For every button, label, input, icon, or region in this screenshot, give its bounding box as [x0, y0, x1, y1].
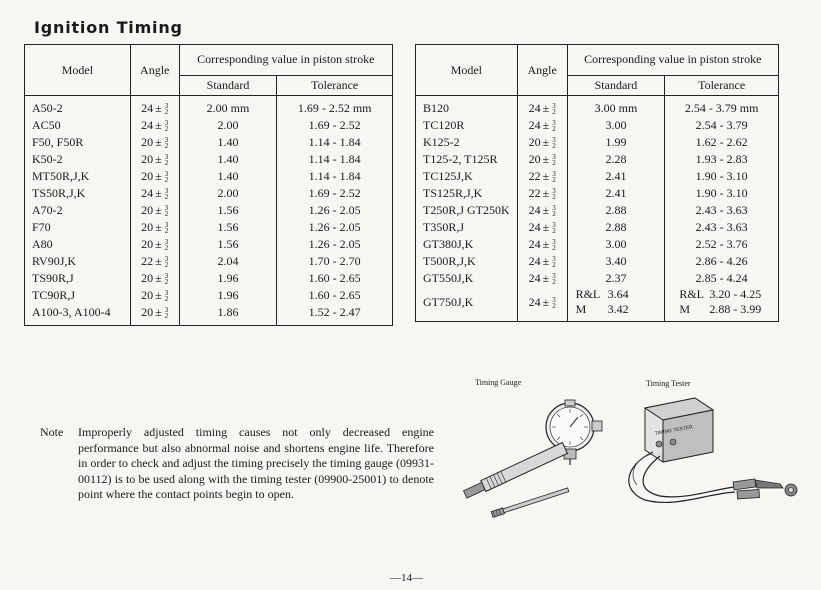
- angle-fraction: [552, 256, 556, 268]
- variant-key: M: [575, 302, 587, 316]
- tolerance-cell: 1.69 - 2.52: [277, 117, 393, 134]
- table-row: [416, 219, 779, 236]
- angle-fraction: [552, 239, 556, 251]
- tester-label: TIMING TESTER: [654, 424, 694, 437]
- fraction-denominator: 2: [164, 108, 169, 117]
- angle-value: 20: [528, 135, 541, 149]
- angle-value: 24: [528, 254, 541, 268]
- table-row: [416, 236, 779, 253]
- header-tolerance: Tolerance: [277, 75, 393, 95]
- standard-cell: 1.96: [179, 287, 277, 304]
- tolerance-cell: 1.70 - 2.70: [277, 253, 393, 270]
- header-tolerance: Tolerance: [665, 75, 779, 95]
- model-cell: T500R,J,K: [416, 253, 518, 270]
- model-cell: A100-3, A100-4: [25, 304, 131, 326]
- variant-key: M: [679, 302, 690, 316]
- standard-cell: 2.00 mm: [179, 96, 277, 118]
- tolerance-cell: 1.62 - 2.62: [665, 134, 779, 151]
- angle-cell: [517, 202, 567, 219]
- plus-minus-sign: ±: [155, 220, 162, 234]
- angle-fraction: [552, 120, 556, 132]
- plus-minus-sign: ±: [155, 271, 162, 285]
- standard-cell: 2.41: [567, 168, 665, 185]
- angle-cell: [130, 185, 179, 202]
- variant-key: R&L: [679, 287, 704, 301]
- fraction-numerator: 3: [164, 170, 169, 179]
- fraction-numerator: 3: [164, 255, 169, 264]
- table-row: [25, 219, 393, 236]
- model-cell: T125-2, T125R: [416, 151, 518, 168]
- fraction-denominator: 2: [164, 210, 169, 219]
- tolerance-cell: 1.60 - 2.65: [277, 287, 393, 304]
- fraction-denominator: 2: [164, 193, 169, 202]
- angle-fraction: [165, 307, 169, 319]
- angle-cell: [130, 168, 179, 185]
- fraction-denominator: 2: [552, 261, 556, 270]
- tolerance-cell: 2.52 - 3.76: [665, 236, 779, 253]
- plus-minus-sign: ±: [542, 169, 550, 183]
- plus-minus-sign: ±: [155, 203, 162, 217]
- table-row: [416, 117, 779, 134]
- tolerance-cell: [665, 287, 779, 322]
- angle-value: 24: [528, 203, 541, 217]
- tolerance-cell: 2.85 - 4.24: [665, 270, 779, 287]
- standard-cell: 2.00: [179, 185, 277, 202]
- standard-cell: [567, 287, 665, 322]
- tolerance-cell: 1.60 - 2.65: [277, 270, 393, 287]
- standard-cell: 2.00: [179, 117, 277, 134]
- plus-minus-sign: ±: [542, 220, 550, 234]
- table-row: [416, 253, 779, 270]
- header-model: Model: [25, 45, 131, 96]
- angle-value: 20: [528, 152, 541, 166]
- tolerance-cell: 2.86 - 4.26: [665, 253, 779, 270]
- angle-fraction: [552, 273, 556, 285]
- angle-cell: [517, 270, 567, 287]
- table-row: [25, 287, 393, 304]
- timing-tester-illustration: [615, 390, 815, 520]
- fraction-numerator: 3: [164, 136, 169, 145]
- plus-minus-sign: ±: [542, 135, 550, 149]
- angle-cell: [130, 287, 179, 304]
- angle-cell: [517, 287, 567, 322]
- table-row: [25, 168, 393, 185]
- fraction-numerator: 3: [164, 187, 169, 196]
- standard-cell: 1.96: [179, 270, 277, 287]
- table-row: [25, 253, 393, 270]
- fraction-denominator: 2: [164, 227, 169, 236]
- standard-cell: 1.86: [179, 304, 277, 326]
- header-standard: Standard: [179, 75, 277, 95]
- tolerance-cell: 2.54 - 3.79 mm: [665, 96, 779, 118]
- standard-cell: 2.88: [567, 202, 665, 219]
- angle-cell: [130, 117, 179, 134]
- tolerance-cell: 1.26 - 2.05: [277, 202, 393, 219]
- standard-cell: 2.28: [567, 151, 665, 168]
- angle-value: 24: [528, 237, 541, 251]
- angle-fraction: [165, 154, 169, 166]
- angle-cell: [517, 168, 567, 185]
- angle-cell: [130, 151, 179, 168]
- model-cell: GT380J,K: [416, 236, 518, 253]
- table-row: [25, 236, 393, 253]
- tolerance-cell: 1.26 - 2.05: [277, 236, 393, 253]
- fraction-numerator: 3: [164, 204, 169, 213]
- tolerance-cell: 1.52 - 2.47: [277, 304, 393, 326]
- table-row: [416, 134, 779, 151]
- header-angle: Angle: [517, 45, 567, 96]
- plus-minus-sign: ±: [542, 152, 550, 166]
- standard-cell: 1.99: [567, 134, 665, 151]
- standard-cell: 2.41: [567, 185, 665, 202]
- model-cell: A50-2: [25, 96, 131, 118]
- angle-cell: [517, 236, 567, 253]
- header-standard: Standard: [567, 75, 665, 95]
- angle-value: 20: [141, 152, 154, 166]
- model-cell: T350R,J: [416, 219, 518, 236]
- fraction-numerator: 3: [552, 255, 556, 264]
- angle-value: 20: [141, 203, 154, 217]
- angle-fraction: [165, 222, 169, 234]
- fraction-denominator: 2: [164, 295, 169, 304]
- header-corresponding: Corresponding value in piston stroke: [567, 45, 778, 76]
- table-row: [416, 168, 779, 185]
- tolerance-value: 2.88 - 3.99: [709, 302, 762, 316]
- fraction-denominator: 2: [552, 125, 556, 134]
- fraction-denominator: 2: [164, 261, 169, 270]
- angle-value: 20: [141, 220, 154, 234]
- fraction-numerator: 3: [552, 136, 556, 145]
- plus-minus-sign: ±: [155, 288, 162, 302]
- angle-cell: [517, 253, 567, 270]
- fraction-numerator: 3: [552, 187, 556, 196]
- standard-cell: 2.37: [567, 270, 665, 287]
- tolerance-cell: 1.90 - 3.10: [665, 185, 779, 202]
- model-cell: A80: [25, 236, 131, 253]
- tolerance-cell: 1.14 - 1.84: [277, 134, 393, 151]
- tolerance-cell: 1.90 - 3.10: [665, 168, 779, 185]
- angle-value: 20: [141, 305, 154, 319]
- angle-fraction: [165, 205, 169, 217]
- table-row: [416, 185, 779, 202]
- fraction-numerator: 3: [552, 204, 556, 213]
- table-row: [25, 202, 393, 219]
- fraction-numerator: 3: [552, 153, 556, 162]
- angle-cell: [130, 270, 179, 287]
- fraction-denominator: 2: [552, 227, 556, 236]
- table-row: [25, 117, 393, 134]
- timing-tester-caption: Timing Tester: [646, 379, 691, 388]
- model-cell: TC120R: [416, 117, 518, 134]
- model-cell: T250R,J GT250K: [416, 202, 518, 219]
- angle-cell: [130, 304, 179, 326]
- angle-cell: [517, 219, 567, 236]
- fraction-denominator: 2: [164, 278, 169, 287]
- fraction-numerator: 3: [164, 238, 169, 247]
- model-cell: TS50R,J,K: [25, 185, 131, 202]
- angle-fraction: [552, 222, 556, 234]
- fraction-denominator: 2: [552, 278, 556, 287]
- plus-minus-sign: ±: [155, 118, 162, 132]
- standard-value: 3.42: [607, 302, 629, 316]
- angle-cell: [130, 236, 179, 253]
- fraction-denominator: 2: [552, 142, 556, 151]
- standard-cell: 1.56: [179, 202, 277, 219]
- page-title: Ignition Timing: [34, 18, 183, 37]
- angle-fraction: [552, 171, 556, 183]
- note-text: Improperly adjusted timing causes not only decreased engine performance but also abnormal noise and shortens engine life. Therefore in order to check and adjust the timing precisely the timing gauge (09931-00112) is to be used along with the timing tester (09900-25001) to denote point where the contact points begin to open.: [78, 425, 434, 501]
- fraction-denominator: 2: [164, 125, 169, 134]
- angle-cell: [517, 151, 567, 168]
- angle-fraction: [552, 154, 556, 166]
- model-cell: K50-2: [25, 151, 131, 168]
- standard-cell: 3.00: [567, 117, 665, 134]
- angle-cell: [517, 134, 567, 151]
- plus-minus-sign: ±: [542, 101, 550, 115]
- plus-minus-sign: ±: [155, 101, 162, 115]
- table-row: [25, 304, 393, 326]
- fraction-denominator: 2: [552, 210, 556, 219]
- table-row: [25, 134, 393, 151]
- timing-gauge-caption: Timing Gauge: [475, 378, 522, 387]
- standard-cell: 1.56: [179, 219, 277, 236]
- model-cell: K125-2: [416, 134, 518, 151]
- angle-value: 24: [528, 271, 541, 285]
- table-row: [416, 287, 779, 322]
- model-cell: RV90J,K: [25, 253, 131, 270]
- tolerance-cell: 1.69 - 2.52 mm: [277, 96, 393, 118]
- variant-key: R&L: [575, 287, 601, 301]
- fraction-denominator: 2: [552, 159, 556, 168]
- header-corresponding: Corresponding value in piston stroke: [179, 45, 392, 76]
- plus-minus-sign: ±: [542, 186, 550, 200]
- angle-cell: [130, 96, 179, 118]
- tolerance-cell: 1.14 - 1.84: [277, 151, 393, 168]
- standard-cell: 3.40: [567, 253, 665, 270]
- angle-fraction: [552, 297, 556, 309]
- note-label: Note: [40, 425, 64, 439]
- table-row: [25, 96, 393, 118]
- fraction-numerator: 3: [164, 221, 169, 230]
- ignition-timing-table-right: [415, 44, 779, 322]
- angle-fraction: [552, 205, 556, 217]
- fraction-numerator: 3: [552, 102, 556, 111]
- left-table-body: [25, 96, 393, 326]
- right-table-body: [416, 96, 779, 322]
- standard-value: 3.64: [607, 287, 629, 301]
- fraction-numerator: 3: [552, 119, 556, 128]
- plus-minus-sign: ±: [542, 271, 550, 285]
- model-cell: MT50R,J,K: [25, 168, 131, 185]
- angle-cell: [517, 117, 567, 134]
- standard-cell: 2.04: [179, 253, 277, 270]
- angle-value: 24: [528, 220, 541, 234]
- fraction-denominator: 2: [552, 244, 556, 253]
- angle-value: 24: [141, 101, 154, 115]
- plus-minus-sign: ±: [155, 254, 162, 268]
- table-row: [416, 270, 779, 287]
- fraction-numerator: 3: [164, 119, 169, 128]
- tolerance-cell: 2.43 - 3.63: [665, 219, 779, 236]
- plus-minus-sign: ±: [155, 186, 162, 200]
- angle-value: 20: [141, 271, 154, 285]
- standard-cell: 1.40: [179, 168, 277, 185]
- timing-gauge-illustration: [440, 395, 620, 520]
- fraction-numerator: 3: [164, 306, 169, 315]
- model-cell: GT750J,K: [416, 287, 518, 322]
- angle-value: 24: [141, 186, 154, 200]
- angle-cell: [130, 134, 179, 151]
- fraction-numerator: 3: [552, 170, 556, 179]
- model-cell: TC125J,K: [416, 168, 518, 185]
- angle-fraction: [165, 256, 169, 268]
- plus-minus-sign: ±: [542, 294, 550, 309]
- model-cell: F50, F50R: [25, 134, 131, 151]
- angle-fraction: [165, 137, 169, 149]
- model-cell: GT550J,K: [416, 270, 518, 287]
- table-row: [25, 270, 393, 287]
- angle-value: 22: [528, 186, 541, 200]
- angle-value: 24: [528, 118, 541, 132]
- header-angle: Angle: [130, 45, 179, 96]
- table-row: [416, 202, 779, 219]
- table-row: [25, 185, 393, 202]
- model-cell: B120: [416, 96, 518, 118]
- fraction-numerator: 3: [552, 238, 556, 247]
- angle-cell: [130, 253, 179, 270]
- plus-minus-sign: ±: [155, 169, 162, 183]
- plus-minus-sign: ±: [155, 305, 162, 319]
- standard-cell: 1.56: [179, 236, 277, 253]
- tolerance-cell: 2.43 - 3.63: [665, 202, 779, 219]
- angle-fraction: [165, 273, 169, 285]
- angle-value: 22: [141, 254, 154, 268]
- angle-cell: [130, 219, 179, 236]
- fraction-numerator: 3: [164, 289, 169, 298]
- angle-fraction: [165, 188, 169, 200]
- page-number: —14—: [390, 572, 423, 584]
- angle-value: 24: [528, 294, 541, 309]
- fraction-numerator: 3: [552, 295, 556, 304]
- angle-fraction: [165, 290, 169, 302]
- tolerance-cell: 1.69 - 2.52: [277, 185, 393, 202]
- angle-value: 24: [141, 118, 154, 132]
- fraction-denominator: 2: [164, 159, 169, 168]
- angle-value: 20: [141, 237, 154, 251]
- ignition-timing-table-left: [24, 44, 393, 326]
- fraction-numerator: 3: [164, 153, 169, 162]
- model-cell: TS125R,J,K: [416, 185, 518, 202]
- standard-cell: 1.40: [179, 134, 277, 151]
- angle-fraction: [165, 120, 169, 132]
- angle-value: 20: [141, 169, 154, 183]
- plus-minus-sign: ±: [542, 203, 550, 217]
- tolerance-cell: 2.54 - 3.79: [665, 117, 779, 134]
- model-cell: TS90R,J: [25, 270, 131, 287]
- standard-cell: 1.40: [179, 151, 277, 168]
- angle-fraction: [552, 103, 556, 115]
- angle-value: 20: [141, 288, 154, 302]
- model-cell: AC50: [25, 117, 131, 134]
- fraction-denominator: 2: [552, 108, 556, 117]
- angle-value: 20: [141, 135, 154, 149]
- fraction-denominator: 2: [552, 301, 556, 310]
- model-cell: F70: [25, 219, 131, 236]
- fraction-denominator: 2: [552, 193, 556, 202]
- angle-value: 24: [528, 101, 541, 115]
- standard-cell: 3.00 mm: [567, 96, 665, 118]
- fraction-numerator: 3: [552, 221, 556, 230]
- tolerance-cell: 1.14 - 1.84: [277, 168, 393, 185]
- angle-cell: [517, 185, 567, 202]
- table-row: [416, 96, 779, 118]
- fraction-denominator: 2: [552, 176, 556, 185]
- angle-fraction: [552, 188, 556, 200]
- fraction-numerator: 3: [552, 272, 556, 281]
- model-cell: A70-2: [25, 202, 131, 219]
- angle-fraction: [165, 171, 169, 183]
- model-cell: TC90R,J: [25, 287, 131, 304]
- plus-minus-sign: ±: [542, 118, 550, 132]
- angle-value: 22: [528, 169, 541, 183]
- angle-cell: [130, 202, 179, 219]
- tolerance-cell: 1.26 - 2.05: [277, 219, 393, 236]
- plus-minus-sign: ±: [155, 152, 162, 166]
- tolerance-cell: 1.93 - 2.83: [665, 151, 779, 168]
- plus-minus-sign: ±: [542, 254, 550, 268]
- standard-cell: 3.00: [567, 236, 665, 253]
- fraction-numerator: 3: [164, 102, 169, 111]
- fraction-denominator: 2: [164, 312, 169, 321]
- tolerance-value: 3.20 - 4.25: [709, 287, 762, 301]
- angle-fraction: [165, 103, 169, 115]
- fraction-denominator: 2: [164, 244, 169, 253]
- fraction-numerator: 3: [164, 272, 169, 281]
- fraction-denominator: 2: [164, 142, 169, 151]
- angle-cell: [517, 96, 567, 118]
- angle-fraction: [165, 239, 169, 251]
- header-model: Model: [416, 45, 518, 96]
- plus-minus-sign: ±: [155, 237, 162, 251]
- table-row: [25, 151, 393, 168]
- standard-cell: 2.88: [567, 219, 665, 236]
- plus-minus-sign: ±: [155, 135, 162, 149]
- plus-minus-sign: ±: [542, 237, 550, 251]
- table-row: [416, 151, 779, 168]
- fraction-denominator: 2: [164, 176, 169, 185]
- angle-fraction: [552, 137, 556, 149]
